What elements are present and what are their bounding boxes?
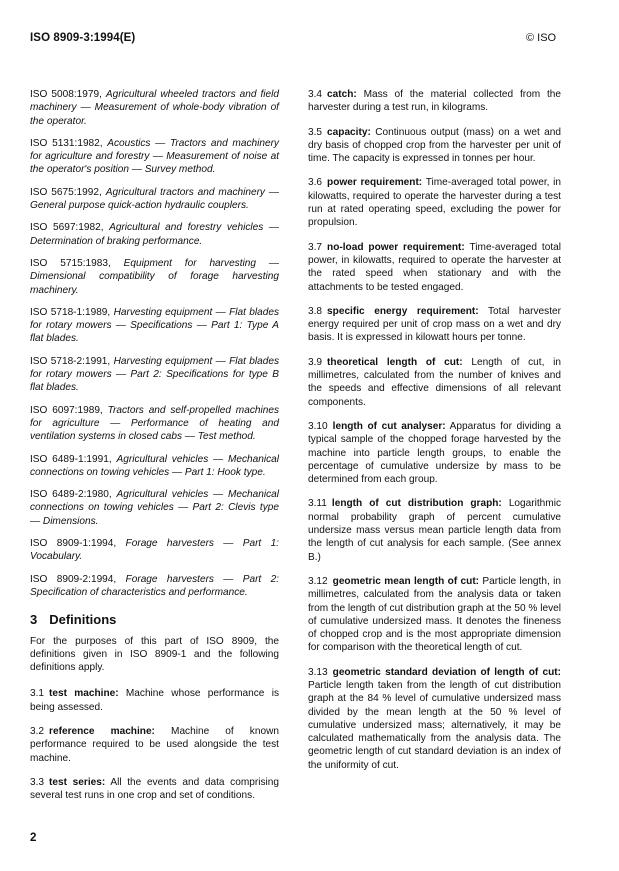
right-column (308, 88, 561, 783)
section-number: 3 (30, 612, 38, 628)
definition-term: reference machine: (49, 725, 155, 737)
definition-text: Machine whose performance is being assessed. (30, 688, 279, 713)
reference-code: ISO 6097:1989, (30, 404, 103, 416)
definition-item (308, 575, 561, 655)
reference-item (30, 257, 279, 297)
reference-item (30, 137, 279, 177)
reference-item (30, 488, 279, 528)
definition-number: 3.2 (30, 725, 45, 737)
definition-item (308, 666, 561, 772)
definition-number: 3.12 (308, 575, 328, 587)
definition-text: Continuous output (mass) on a wet and dry basis of chopped crop from the harvester per unit of time. The capacity is expressed in tonnes per hour. (308, 126, 561, 165)
reference-title: Agricultural vehicles — Mechanical connections on towing vehicles — Part 1: Hook type. (30, 453, 279, 478)
definition-item (308, 305, 561, 345)
definition-number: 3.1 (30, 688, 45, 700)
left-column (30, 88, 279, 813)
definition-term: no-load power requirement: (327, 241, 465, 253)
definition-term: power requirement: (327, 177, 423, 189)
copyright-notice: © ISO (526, 32, 557, 44)
section-heading (30, 613, 279, 626)
definition-item (308, 497, 561, 563)
standard-id: ISO 8909-3:1994(E) (30, 32, 136, 44)
reference-item (30, 186, 279, 213)
definition-item (30, 687, 279, 714)
definition-number: 3.5 (308, 126, 323, 138)
definition-number: 3.4 (308, 89, 323, 100)
reference-item (30, 355, 279, 395)
definition-term: specific energy requirement: (327, 305, 479, 317)
definition-number: 3.8 (308, 305, 323, 317)
reference-code: ISO 6489-1:1991, (30, 453, 112, 465)
reference-title: Agricultural vehicles — Mechanical connections on towing vehicles — Part 2: Clevis type — Dimensions. (30, 489, 279, 527)
reference-code: ISO 5715:1983, (30, 257, 111, 269)
reference-title: Acoustics — Tractors and machinery for agriculture and forestry — Measurement of noise at the operator's position — Survey method. (30, 137, 279, 176)
definition-text: Particle length, in millimetres, calculated from the analysis data or taken from the length of cut distribution graph at the 50 % level of cumulative undersized mass. It denotes the fineness of chopped crop and is the most appropriate dimension for comparison with the theoretical length of cut. (308, 575, 561, 654)
definition-number: 3.9 (308, 356, 323, 368)
reference-code: ISO 6489-2:1980, (30, 489, 112, 501)
reference-title: Forage harvesters — Part 1: Vocabulary. (30, 538, 279, 563)
definition-item (308, 420, 561, 486)
definition-term: test machine: (49, 688, 119, 700)
reference-title: Forage harvesters — Part 2: Specification of characteristics and performance. (30, 573, 279, 598)
reference-item (30, 537, 279, 564)
reference-title: Harvesting equipment — Flat blades for rotary mowers — Specifications — Part 1: Type A flat blades. (30, 306, 279, 345)
definition-number: 3.10 (308, 420, 328, 432)
definition-term: capacity: (327, 126, 371, 138)
reference-code: ISO 5718-2:1991, (30, 355, 111, 367)
definition-number: 3.11 (308, 498, 327, 510)
reference-code: ISO 8909-1:1994, (30, 538, 117, 550)
definition-text: Time-averaged total power, in kilowatts, required to operate the harvester at the rated speed when stationary and with the attachments to be tested engaged. (308, 241, 562, 293)
definition-number: 3.7 (308, 241, 323, 253)
section-title: Definitions (49, 612, 117, 628)
page-number: 2 (30, 832, 37, 844)
definition-item (30, 725, 279, 765)
definition-item (308, 241, 561, 294)
definition-item (308, 356, 561, 409)
definition-item (308, 88, 561, 115)
section-intro: For the purposes of this part of ISO 8909, the definitions given in ISO 8909-1 and the following definitions apply. (30, 635, 279, 674)
definition-number: 3.3 (30, 776, 45, 788)
definition-number: 3.6 (308, 177, 323, 189)
definition-text: Total harvester energy required per unit of crop mass on a wet and dry basis. It is expressed in kilowatt hours per tonne. (308, 305, 561, 344)
reference-item (30, 221, 279, 248)
reference-title: Agricultural tractors and machinery — General purpose quick-action hydraulic couplers. (30, 186, 279, 212)
definition-text: Apparatus for dividing a typical sample of the chopped forage harvested by the machine into particle length groups, to enable the percentage of cumulative undersize by mass to be determined from each group. (308, 420, 561, 486)
reference-code: ISO 5131:1982, (30, 137, 103, 149)
definition-number: 3.13 (308, 666, 328, 678)
definition-item (30, 776, 279, 803)
reference-item (30, 88, 279, 128)
definition-item (308, 126, 561, 166)
reference-code: ISO 5675:1992, (30, 186, 102, 198)
definition-term: test series: (49, 776, 106, 788)
reference-item (30, 404, 279, 444)
reference-title: Agricultural and forestry vehicles — Determination of braking performance. (30, 222, 279, 247)
definition-text: Machine of known performance required to be used alongside the test machine. (30, 725, 279, 764)
definition-term: length of cut analyser: (332, 420, 446, 432)
definition-term: theoretical length of cut: (327, 356, 463, 368)
definition-text: Mass of the material collected from the harvester during a test run, in kilograms. (308, 89, 561, 114)
reference-code: ISO 5008:1979, (30, 89, 102, 100)
definition-term: geometric mean length of cut: (332, 575, 480, 587)
definition-text: Length of cut, in millimetres, calculated from the number of knives and the speeds and effective dimensions of all relevant components. (308, 356, 562, 408)
reference-item (30, 306, 279, 346)
definition-text: Logarithmic normal probability graph of percent cumulative undersize mass versus mean particle length data from the length of cut analysis for each sample. (See annex B.) (308, 498, 561, 563)
definition-text: All the events and data comprising several test runs in one crop and set of conditions. (30, 776, 279, 802)
reference-title: Agricultural wheeled tractors and field machinery — Measurement of whole-body vibration of the operator. (30, 89, 279, 127)
definition-text: Particle length taken from the length of cut distribution graph at the 84 % level of cumulative undersized mass divided by the mean length at the 50 % level of cumulative undersized mass; alternatively, it may be calculated mathematically from the analysis data. The geometric length of cut standard deviation is an index of the uniformity of cut. (308, 679, 561, 771)
reference-code: ISO 5697:1982, (30, 222, 104, 234)
definition-term: geometric standard deviation of length of cut: (332, 666, 561, 678)
definition-term: catch: (327, 89, 357, 100)
reference-item (30, 453, 279, 480)
definition-text: Time-averaged total power, in kilowatts, required to operate the harvester during a test run at rated operating speed, excluding the power for propulsion. (308, 177, 561, 229)
reference-item (30, 573, 279, 600)
reference-title: Harvesting equipment — Flat blades for rotary mowers — Part 2: Specifications for type B flat blades. (30, 355, 279, 394)
reference-title: Equipment for harvesting — Dimensional compatibility of forage harvesting machinery. (30, 257, 279, 296)
definition-item (308, 176, 561, 229)
reference-title: Tractors and self-propelled machines for agriculture — Performance of heating and ventilation systems in closed cabs — Test method. (30, 404, 279, 443)
reference-code: ISO 8909-2:1994, (30, 573, 117, 585)
reference-code: ISO 5718-1:1989, (30, 306, 111, 318)
definition-term: length of cut distribution graph: (331, 498, 502, 510)
